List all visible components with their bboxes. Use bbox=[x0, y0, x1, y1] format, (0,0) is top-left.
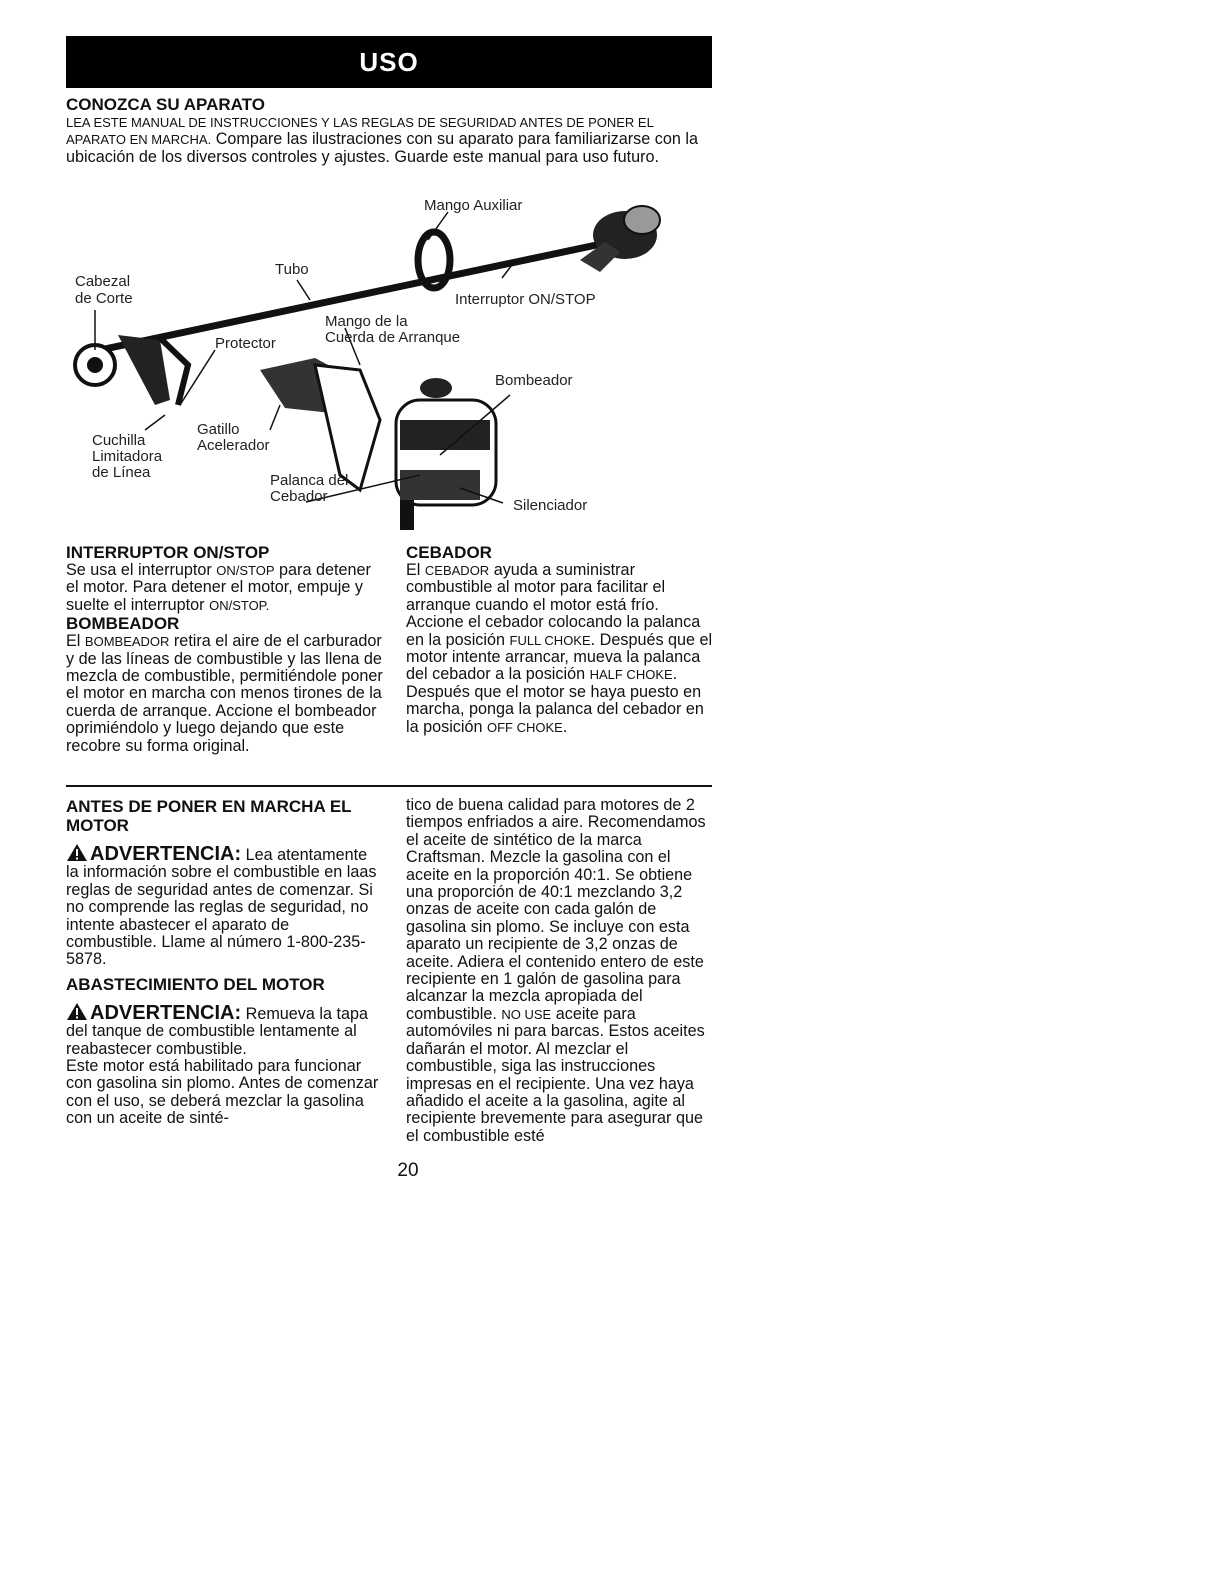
label-cabezal-1: Cabezal bbox=[75, 273, 131, 290]
cebador-text-2: ayuda a suministrar combustible al motor para facilitar el arranque cuando el motor está frío. Accione el cebador colocando la palanca en la posición bbox=[406, 561, 701, 649]
label-mango-cuerda-2: Cuerda de Arranque bbox=[325, 329, 461, 346]
label-cuchilla-2: Limitadora bbox=[92, 448, 163, 465]
intro-paragraph bbox=[66, 114, 716, 166]
bombeador-text-1: El bbox=[66, 632, 85, 651]
bombeador-heading: BOMBEADOR bbox=[66, 614, 180, 634]
abastecimiento-paragraph: Este motor está habilitado para funcionar con gasolina sin plomo. Antes de comenzar con el uso, se deberá mezclar la gasolina con un aceite de sinté- bbox=[66, 1057, 379, 1128]
warning-icon bbox=[66, 1002, 88, 1021]
bombeador-paragraph bbox=[66, 633, 384, 755]
cutting-head-icon bbox=[75, 335, 188, 405]
right-column-bottom bbox=[406, 797, 718, 1145]
section-title: USO bbox=[359, 46, 419, 77]
label-cuchilla-3: de Línea bbox=[92, 464, 151, 481]
continuacion-caps-1: NO USE bbox=[501, 1006, 552, 1022]
antes-warning bbox=[66, 843, 384, 969]
intro-text: Compare las ilustraciones con su aparato para familiarizarse con la ubicación de los diversos controles y ajustes. Guarde este manual para uso futuro. bbox=[66, 130, 698, 166]
interruptor-caps-1: ON/STOP bbox=[216, 563, 275, 578]
trimmer-diagram bbox=[60, 190, 720, 540]
antes-warning-text: Lea atentamente la información sobre el combustible en laas reglas de seguridad antes de comenzar. Si no comprende las reglas de seguridad, no intente abastecer el aparato de combustible. Llame al número 1-800-235-5878. bbox=[66, 846, 377, 969]
cebador-caps-4: OFF CHOKE bbox=[487, 719, 563, 735]
abastecimiento-warning bbox=[66, 1002, 384, 1058]
bombeador-caps-1: BOMBEADOR bbox=[84, 634, 170, 650]
right-column-top bbox=[406, 543, 718, 736]
cebador-text-3: . Después que el motor intente arrancar, mueva la palanca del cebador a la posición bbox=[406, 630, 713, 684]
interruptor-heading: INTERRUPTOR ON/STOP bbox=[66, 543, 270, 562]
page-number: 20 bbox=[397, 1160, 419, 1181]
intro-section bbox=[66, 95, 716, 166]
label-silenciador: Silenciador bbox=[513, 497, 588, 514]
label-tubo: Tubo bbox=[275, 261, 309, 278]
label-bombeador: Bombeador bbox=[495, 372, 573, 389]
left-column-top bbox=[66, 543, 384, 755]
cebador-paragraph bbox=[406, 562, 718, 736]
intro-caps-text: LEA ESTE MANUAL DE INSTRUCCIONES Y LAS REGLAS DE SEGURIDAD ANTES DE PONER EL APARATO EN MARCHA. bbox=[66, 115, 654, 148]
cebador-caps-3: HALF CHOKE bbox=[589, 667, 673, 683]
antes-warning-label: ADVERTENCIA: bbox=[90, 843, 242, 865]
label-mango-cuerda-1: Mango de la bbox=[325, 313, 408, 330]
intro-heading: CONOZCA SU APARATO bbox=[66, 95, 265, 114]
cebador-text-4: . Después que el motor se haya puesto en marcha, ponga la palanca del cebador en la posición bbox=[406, 665, 704, 736]
antes-heading: ANTES DE PONER EN MARCHA EL MOTOR bbox=[66, 797, 352, 835]
cebador-caps-1: CEBADOR bbox=[424, 563, 490, 578]
interruptor-text-2: para detener el motor. Para detener el motor, empuje y suelte el interruptor bbox=[66, 561, 371, 614]
cebador-caps-2: FULL CHOKE bbox=[509, 632, 591, 648]
warning-icon bbox=[66, 843, 88, 862]
left-column-bottom bbox=[66, 797, 384, 1128]
label-gatillo-2: Acelerador bbox=[197, 437, 270, 454]
bombeador-text-2: retira el aire de el carburador y de las líneas de combustible y las llena de mezcla de combustible, permitiéndole poner el motor en marcha con menos tirones de la cuerda de arranque. Accione el bombeador oprimiéndolo y luego dejando que este recobre su forma original. bbox=[66, 632, 383, 755]
cebador-text-1: El bbox=[406, 561, 425, 579]
interruptor-text-1: Se usa el interruptor bbox=[66, 561, 217, 579]
label-cabezal-2: de Corte bbox=[75, 290, 133, 307]
section-divider bbox=[66, 785, 712, 787]
label-mango-auxiliar: Mango Auxiliar bbox=[424, 197, 523, 214]
engine-head-icon bbox=[580, 206, 660, 272]
label-interruptor: Interruptor ON/STOP bbox=[455, 291, 596, 308]
label-palanca-1: Palanca del bbox=[270, 472, 349, 489]
abastecimiento-warning-label: ADVERTENCIA: bbox=[90, 1001, 242, 1024]
section-banner bbox=[66, 36, 712, 88]
cebador-heading: CEBADOR bbox=[406, 543, 492, 562]
label-protector: Protector bbox=[215, 335, 276, 352]
abastecimiento-heading: ABASTECIMIENTO DEL MOTOR bbox=[66, 974, 325, 994]
interruptor-caps-2: ON/STOP. bbox=[209, 597, 270, 613]
continuacion-text-2: aceite para automóviles ni para barcas. Estos aceites dañarán el motor. Al mezclar el combustible, siga las instrucciones impresas en el recipiente. Una vez haya añadido el aceite a la gasolina, agite al recipiente brevemente para asegurar que el combustible esté bbox=[406, 1004, 705, 1145]
continuacion-text-1: tico de buena calidad para motores de 2 tiempos enfriados a aire. Recomendamos el aceite de sintético de la marca Craftsman. Mezcle la gasolina con el aceite en la proporción 40:1. Se obtiene una proporción de 40:1 mezclando 3,2 onzas de aceite con cada galón de gasolina sin plomo. Se incluye con esta aparato un recipiente de 3,2 onzas de aceite. Adiera el contenido entero de este recipiente en 1 galón de gasolina para alcanzar la mezcla apropiada del combustible. bbox=[406, 796, 706, 1023]
label-gatillo-1: Gatillo bbox=[197, 421, 240, 438]
label-cuchilla-1: Cuchilla bbox=[92, 432, 146, 449]
continuacion-paragraph bbox=[406, 797, 718, 1145]
cebador-text-5: . bbox=[562, 717, 568, 736]
interruptor-paragraph bbox=[66, 562, 384, 614]
label-palanca-2: Cebador bbox=[270, 488, 328, 505]
abastecimiento-warning-text: Remueva la tapa del tanque de combustible lentamente al reabastecer combustible. bbox=[66, 1004, 369, 1058]
